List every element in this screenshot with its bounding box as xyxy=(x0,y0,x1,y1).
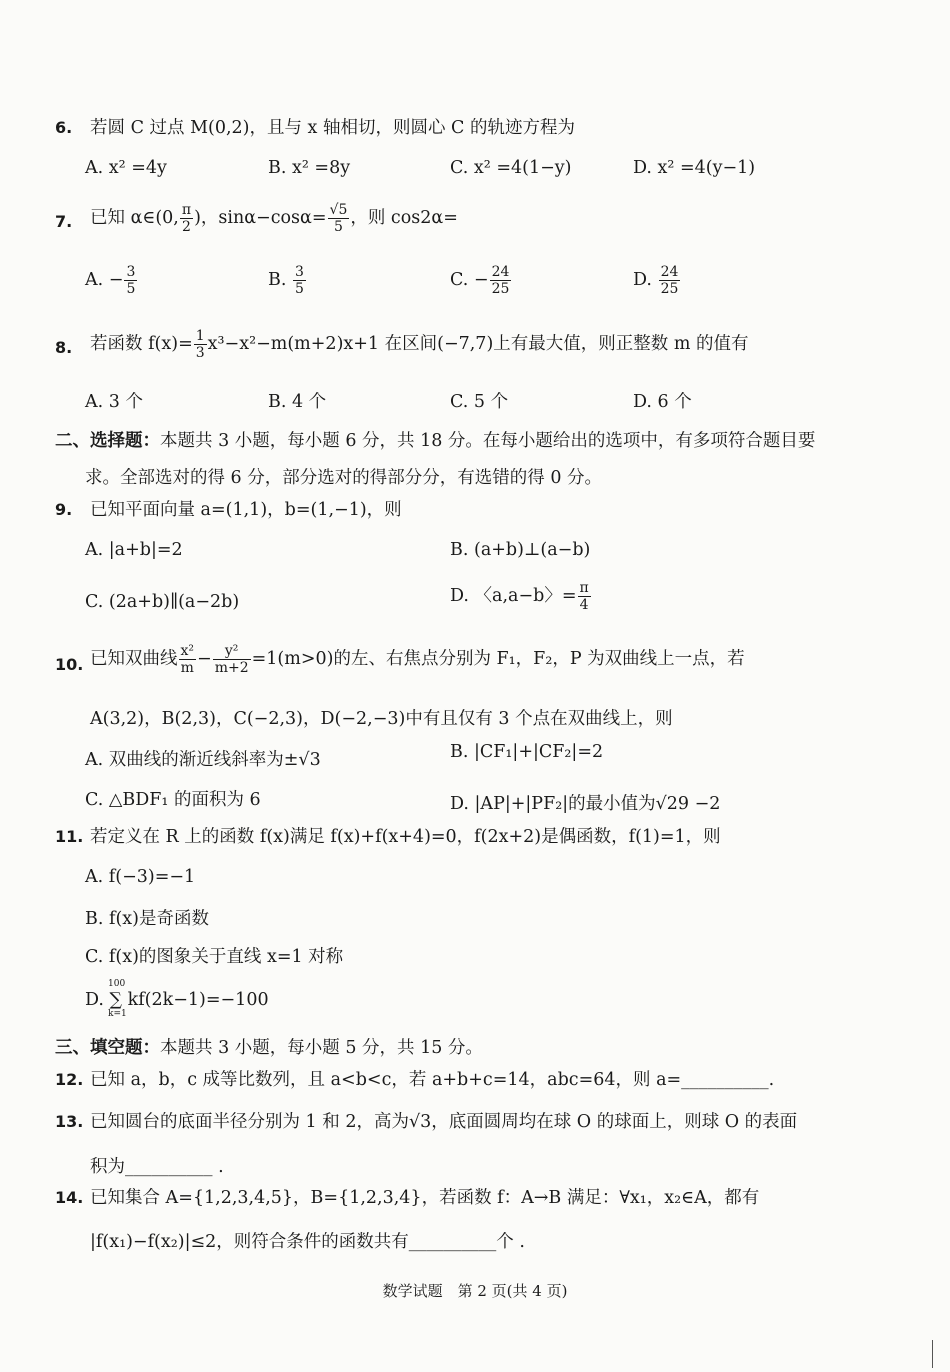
stem-text: ，则 cos2α= xyxy=(350,208,458,229)
fraction xyxy=(194,328,207,361)
stem-text: x³−x²−m(m+2)x+1 在区间(−7,7)上有最大值，则正整数 m 的值有 xyxy=(207,334,749,355)
fraction xyxy=(328,202,350,235)
section-2-heading xyxy=(55,427,815,452)
question-stem: 已知 a，b，c 成等比数列，且 a<b<c，若 a+b+c=14，abc=64，则 a=__________. xyxy=(90,1070,775,1090)
question-stem-line2: |f(x₁)−f(x₂)|≤2，则符合条件的函数共有__________个 . xyxy=(90,1232,525,1252)
numerator: 24 xyxy=(491,264,510,280)
denominator: 3 xyxy=(195,345,205,362)
fraction xyxy=(179,643,197,676)
stem-text: 已知 α∈(0, xyxy=(90,208,179,229)
sum-upper-limit: 100 xyxy=(108,979,126,989)
question-number: 9. xyxy=(55,500,73,519)
numerator: 24 xyxy=(660,264,679,280)
option-label: D. 〈a,a−b〉= xyxy=(450,586,577,607)
stem-text: =1(m>0)的左、右焦点分别为 F₁，F₂，P 为双曲线上一点，若 xyxy=(251,649,745,670)
section-3-heading xyxy=(55,1034,483,1059)
option-text: D. ∑ kf(2k−1)=−100 xyxy=(85,990,269,1010)
denominator: 4 xyxy=(579,597,589,614)
fraction xyxy=(213,643,251,676)
numerator: 1 xyxy=(195,328,205,344)
option-b: B. (a+b)⊥(a−b) xyxy=(450,540,591,560)
fraction xyxy=(490,264,512,297)
option-a xyxy=(85,264,138,297)
option-label: A. − xyxy=(85,270,124,291)
section-instructions: 本题共 3 小题，每小题 5 分，共 15 分。 xyxy=(160,1038,483,1058)
question-stem xyxy=(90,202,458,235)
numerator: 3 xyxy=(126,264,136,280)
section-title: 二、选择题： xyxy=(55,431,160,451)
question-stem-line2: A(3,2)，B(2,3)，C(−2,3)，D(−2,−3)中有且仅有 3 个点在双曲线上，则 xyxy=(90,709,673,729)
operator: − xyxy=(197,649,212,670)
section-title: 三、填空题： xyxy=(55,1038,160,1058)
option-b xyxy=(268,264,307,297)
question-stem: 已知集合 A={1,2,3,4,5}，B={1,2,3,4}，若函数 f：A→B 满足：∀x₁，x₂∈A，都有 xyxy=(90,1188,760,1208)
option-c xyxy=(450,264,512,297)
numerator: y² xyxy=(213,643,251,660)
option-d xyxy=(450,580,592,613)
stem-text: 已知双曲线 xyxy=(90,649,178,670)
denominator: 25 xyxy=(491,281,510,298)
section-2-instructions-cont: 求。全部选对的得 6 分，部分选对的得部分分，有选错的得 0 分。 xyxy=(85,468,603,488)
question-stem: 已知平面向量 a=(1,1)，b=(1,−1)，则 xyxy=(90,500,402,520)
option-a: A. x² =4y xyxy=(85,158,167,178)
numerator: π xyxy=(579,580,589,596)
question-number: 13. xyxy=(55,1112,84,1131)
denominator: 5 xyxy=(126,281,136,298)
option-a: A. 3 个 xyxy=(85,392,143,412)
option-a: A. |a+b|=2 xyxy=(85,540,183,560)
question-stem: 若定义在 R 上的函数 f(x)满足 f(x)+f(x+4)=0，f(2x+2)是偶函数，f(1)=1，则 xyxy=(90,827,721,847)
option-d: D. |AP|+|PF₂|的最小值为√29 −2 xyxy=(450,794,721,814)
page-footer: 数学试题 第 2 页(共 4 页) xyxy=(382,1282,568,1300)
option-c: C. 5 个 xyxy=(450,392,509,412)
fraction xyxy=(180,202,193,235)
denominator: 2 xyxy=(182,219,191,236)
margin-line xyxy=(932,1340,933,1368)
numerator: x² xyxy=(180,643,195,659)
fraction xyxy=(578,580,591,613)
option-b: B. x² =8y xyxy=(268,158,351,178)
numerator: π xyxy=(181,202,192,218)
option-d xyxy=(633,264,681,297)
fraction xyxy=(659,264,681,297)
numerator: 3 xyxy=(295,264,304,280)
option-a: A. 双曲线的渐近线斜率为±√3 xyxy=(85,750,321,770)
fraction xyxy=(124,264,137,297)
question-number: 10. xyxy=(55,655,84,674)
option-c: C. x² =4(1−y) xyxy=(450,158,572,178)
denominator: 5 xyxy=(295,281,304,298)
denominator: 5 xyxy=(333,219,343,236)
option-d xyxy=(85,979,269,1019)
question-number: 12. xyxy=(55,1070,84,1089)
numerator: √5 xyxy=(329,202,348,218)
option-b: B. 4 个 xyxy=(268,392,327,412)
question-number: 14. xyxy=(55,1188,84,1207)
denominator: m xyxy=(180,660,194,677)
section-instructions: 本题共 3 小题，每小题 6 分，共 18 分。在每小题给出的选项中，有多项符合题目要 xyxy=(160,431,816,451)
option-label: C. − xyxy=(450,270,489,291)
question-stem: 已知圆台的底面半径分别为 1 和 2，高为√3，底面圆周均在球 O 的球面上，则球 O 的表面 xyxy=(90,1112,798,1132)
option-label: D. xyxy=(633,270,652,291)
question-number: 11. xyxy=(55,827,84,846)
option-b: B. |CF₁|+|CF₂|=2 xyxy=(450,742,604,762)
option-b: B. f(x)是奇函数 xyxy=(85,909,209,929)
question-stem xyxy=(90,643,745,676)
stem-text: )，sinα−cosα= xyxy=(194,208,327,229)
option-c: C. f(x)的图象关于直线 x=1 对称 xyxy=(85,947,344,967)
stem-text: 若函数 f(x)= xyxy=(90,334,193,355)
question-stem: 若圆 C 过点 M(0,2)，且与 x 轴相切，则圆心 C 的轨迹方程为 xyxy=(90,118,575,138)
fraction xyxy=(293,264,306,297)
question-number: 7. xyxy=(55,212,73,231)
option-c: C. △BDF₁ 的面积为 6 xyxy=(85,790,261,810)
sum-lower-limit: k=1 xyxy=(108,1009,127,1019)
option-d: D. 6 个 xyxy=(633,392,692,412)
option-d: D. x² =4(y−1) xyxy=(633,158,756,178)
option-label: B. xyxy=(268,270,287,291)
denominator: 25 xyxy=(660,281,679,298)
denominator: m+2 xyxy=(214,660,249,677)
option-c: C. (2a+b)∥(a−2b) xyxy=(85,592,240,612)
question-stem xyxy=(90,328,749,361)
question-number: 6. xyxy=(55,118,73,137)
question-number: 8. xyxy=(55,338,73,357)
question-stem-line2: 积为__________ . xyxy=(90,1157,224,1177)
option-a: A. f(−3)=−1 xyxy=(85,867,196,887)
